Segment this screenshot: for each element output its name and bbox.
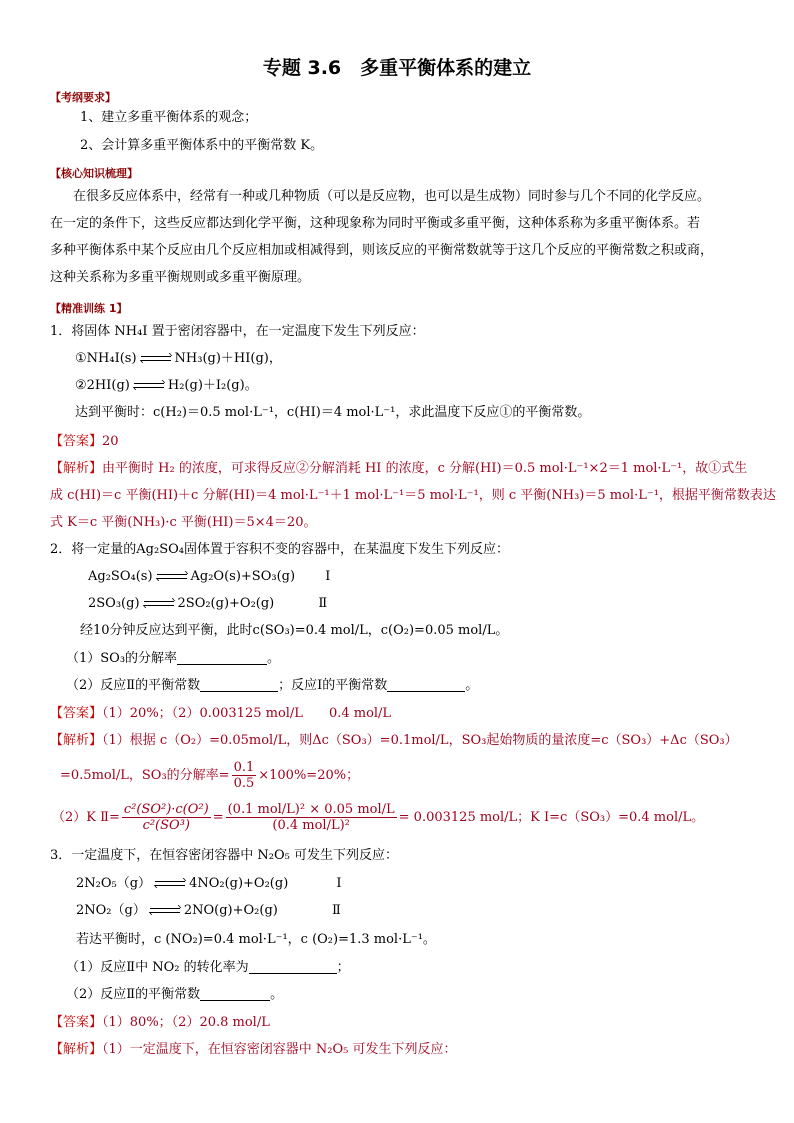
q3-r2-left: 2NO₂（g） xyxy=(76,903,146,918)
q2-sub-1 xyxy=(66,649,280,669)
q2-k-numerator-1: c²(SO²)·c(O²) xyxy=(123,802,209,817)
analysis-label: 【解析】 xyxy=(50,1042,103,1057)
q2-r2-right: 2SO₂(g)+O₂(g) xyxy=(177,596,275,611)
equilibrium-arrow-icon xyxy=(150,906,180,916)
q2-sub-1-text: （1）SO₃的分解率 xyxy=(66,651,178,666)
hexin-label: 【核心知识梳理】 xyxy=(50,167,138,180)
q3-sub-1-blank xyxy=(249,961,337,974)
q3-sub-2-end: 。 xyxy=(270,987,284,1002)
q1-answer xyxy=(50,432,119,452)
q2-analysis-k-line xyxy=(52,800,704,836)
analysis-label: 【解析】 xyxy=(50,733,103,748)
q3-analysis-line xyxy=(50,1040,457,1060)
q2-answer-value: （1）20%；（2）0.003125 mol/L 0.4 mol/L xyxy=(102,706,392,721)
q1-analysis-text: 由平衡时 H₂ 的浓度，可求得反应②分解消耗 HI 的浓度，c 分解(HI)＝0.5 mol·L⁻¹×2＝1 mol·L⁻¹，故①式生 xyxy=(102,461,748,476)
q1-reaction-2 xyxy=(75,376,258,396)
q2-stem: 2．将一定量的Ag₂SO₄固体置于容积不变的容器中，在某温度下发生下列反应： xyxy=(50,542,509,557)
q1-answer-value: 20 xyxy=(102,434,119,449)
q2-reaction-2 xyxy=(88,594,327,614)
q2-r1-left: Ag₂SO₄(s) xyxy=(88,569,153,584)
hexin-paragraph-line: 这种关系称为多重平衡规则或多重平衡原理。 xyxy=(50,270,311,285)
q2-jx3-post: = 0.003125 mol/L；K Ⅰ=c（SO₃）=0.4 mol/L。 xyxy=(398,810,705,825)
q1-analysis-line xyxy=(50,459,747,479)
q2-reaction-1 xyxy=(88,567,330,587)
q2-sub-1-end: 。 xyxy=(267,651,281,666)
q3-sub-1-text: （1）反应Ⅱ中 NO₂ 的转化率为 xyxy=(66,960,249,975)
q2-fraction-denominator: 0.5 xyxy=(233,776,255,791)
q3-reaction-2 xyxy=(76,901,341,921)
hexin-paragraph-line: 在一定的条件下，这些反应都达到化学平衡，这种现象称为同时平衡或多重平衡，这种体系称为多重平衡体系。若 xyxy=(50,216,701,231)
q2-k-numerator-2: (0.1 mol/L)² × 0.05 mol/L xyxy=(227,802,395,817)
q2-r1-right: Ag₂O(s)+SO₃(g) xyxy=(190,569,296,584)
equilibrium-arrow-icon xyxy=(155,879,185,889)
page-title: 专题 3.6 多重平衡体系的建立 xyxy=(262,57,532,79)
hexin-paragraph-line: 在很多反应体系中，经常有一种或几种物质（可以是反应物，也可以是生成物）同时参与几个不同的化学反应。 xyxy=(73,189,711,204)
q3-r1-right: 4NO₂(g)+O₂(g) xyxy=(189,876,289,891)
q3-sub-1-end: ； xyxy=(336,960,350,975)
q1-condition: 达到平衡时：c(H₂)＝0.5 mol·L⁻¹，c(HI)＝4 mol·L⁻¹，求此温度下反应①的平衡常数。 xyxy=(75,405,591,420)
q2-jx3-pre: （2）K Ⅱ= xyxy=(52,810,120,825)
q2-k-fraction-1 xyxy=(122,802,211,833)
q2-sub-2-text-a: （2）反应Ⅱ的平衡常数 xyxy=(66,678,201,693)
q3-r1-number: Ⅰ xyxy=(336,876,342,891)
q2-r2-left: 2SO₃(g) xyxy=(88,596,140,611)
kaogang-item-2: 2、会计算多重平衡体系中的平衡常数 K。 xyxy=(80,138,324,153)
q2-analysis-text: （1）根据 c（O₂）=0.05mol/L，则Δc（SO₃）=0.1mol/L，SO₃起始物质的量浓度=c（SO₃）+Δc（SO₃） xyxy=(102,733,738,748)
equilibrium-arrow-icon xyxy=(134,381,164,391)
q2-sub-2-end: 。 xyxy=(465,678,479,693)
q1-r2-left: ②2HI(g) xyxy=(75,378,130,393)
equilibrium-arrow-icon xyxy=(157,572,187,582)
answer-label: 【答案】 xyxy=(50,434,103,449)
q2-jx3-eq: = xyxy=(212,810,224,825)
q2-fraction xyxy=(232,760,257,791)
q3-reaction-1 xyxy=(76,874,342,894)
q3-sub-2-blank xyxy=(200,988,270,1001)
q3-answer xyxy=(50,1013,270,1033)
kaogang-item-1: 1、建立多重平衡体系的观念； xyxy=(80,110,258,125)
q2-r1-number: Ⅰ xyxy=(325,569,331,584)
q3-sub-2-text: （2）反应Ⅱ的平衡常数 xyxy=(66,987,201,1002)
q1-analysis-line: 式 K＝c 平衡(NH₃)·c 平衡(HI)＝5×4＝20。 xyxy=(50,515,317,530)
equilibrium-arrow-icon xyxy=(141,354,171,364)
q2-sub-2-blank-b xyxy=(387,679,465,692)
kaogang-label: 【考纲要求】 xyxy=(50,91,116,104)
q2-sub-1-blank xyxy=(177,652,267,665)
hexin-paragraph-line: 多种平衡体系中某个反应由几个反应相加或相减得到，则该反应的平衡常数就等于这几个反应的平衡常数之积或商， xyxy=(50,243,714,258)
q2-jx2-post: ×100%=20%； xyxy=(258,768,360,783)
q3-condition: 若达平衡时，c (NO₂)=0.4 mol·L⁻¹，c (O₂)=1.3 mol·L⁻¹。 xyxy=(76,932,436,947)
q2-sub-2 xyxy=(66,676,478,696)
answer-label: 【答案】 xyxy=(50,706,103,721)
q2-fraction-numerator: 0.1 xyxy=(233,760,255,775)
jingzhun-label: 【精准训练 1】 xyxy=(50,302,128,315)
analysis-label: 【解析】 xyxy=(50,461,103,476)
q3-r2-right: 2NO(g)+O₂(g) xyxy=(183,903,278,918)
q2-sub-2-blank-a xyxy=(200,679,278,692)
q3-r1-left: 2N₂O₅（g） xyxy=(76,876,152,891)
q1-analysis-line: 成 c(HI)＝c 平衡(HI)＋c 分解(HI)＝4 mol·L⁻¹＋1 mol·L⁻¹＝5 mol·L⁻¹，则 c 平衡(NH₃)＝5 mol·L⁻¹，根据平衡常数表达 xyxy=(50,488,776,503)
q3-answer-value: （1）80%；（2）20.8 mol/L xyxy=(102,1015,270,1030)
q2-condition: 经10分钟反应达到平衡，此时c(SO₃)=0.4 mol/L，c(O₂)=0.05 mol/L。 xyxy=(80,623,509,638)
q2-k-denominator-2: (0.4 mol/L)² xyxy=(272,818,350,833)
q2-jx2-pre: =0.5mol/L，SO₃的分解率= xyxy=(60,768,230,783)
q2-k-fraction-2 xyxy=(226,802,397,833)
q3-stem: 3．一定温度下，在恒容密闭容器中 N₂O₅ 可发生下列反应： xyxy=(50,848,398,863)
q2-r2-number: Ⅱ xyxy=(318,596,328,611)
q1-r2-right: H₂(g)＋I₂(g)。 xyxy=(167,378,258,393)
q1-stem: 1．将固体 NH₄I 置于密闭容器中，在一定温度下发生下列反应： xyxy=(50,324,425,339)
q2-analysis-fraction-line xyxy=(60,758,359,794)
q2-k-denominator-1: c²(SO³) xyxy=(142,818,190,833)
q1-r1-right: NH₃(g)＋HI(g)， xyxy=(174,351,282,366)
q3-r2-number: Ⅱ xyxy=(331,903,341,918)
q3-analysis-text: （1）一定温度下，在恒容密闭容器中 N₂O₅ 可发生下列反应： xyxy=(102,1042,457,1057)
q3-sub-2 xyxy=(66,985,283,1005)
q2-analysis-line xyxy=(50,731,738,751)
q1-r1-left: ①NH₄I(s) xyxy=(75,351,137,366)
equilibrium-arrow-icon xyxy=(144,599,174,609)
q3-sub-1 xyxy=(66,958,350,978)
q1-reaction-1 xyxy=(75,349,282,369)
q2-answer xyxy=(50,704,391,724)
answer-label: 【答案】 xyxy=(50,1015,103,1030)
q2-sub-2-text-b: ；反应Ⅰ的平衡常数 xyxy=(278,678,388,693)
